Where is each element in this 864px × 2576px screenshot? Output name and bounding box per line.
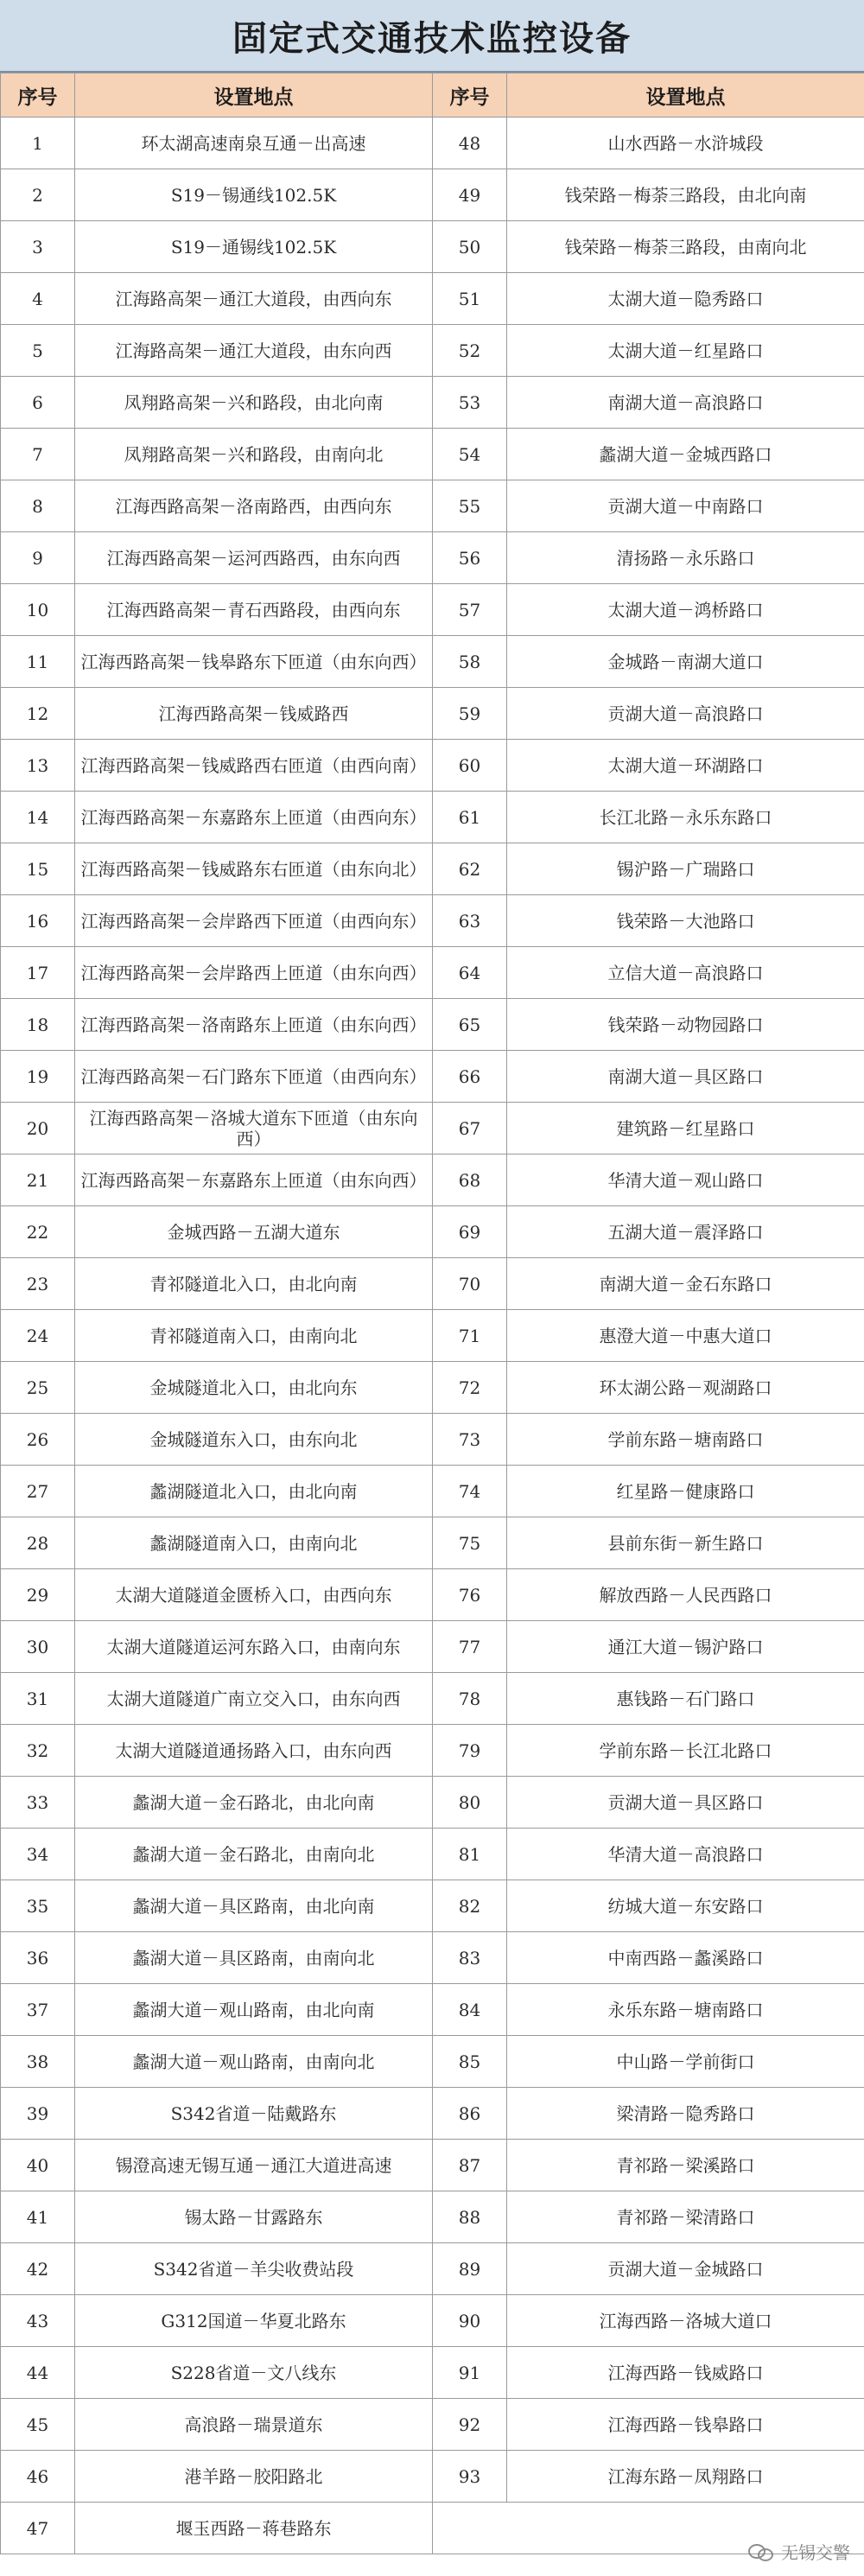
location-cell: 蠡湖大道－观山路南，由南向北 [75,2036,433,2088]
table-row [1,1466,864,1517]
seq-cell: 60 [433,740,507,792]
seq-cell: 24 [1,1310,75,1362]
seq-cell: 67 [433,1103,507,1154]
seq-cell: 91 [433,2347,507,2399]
location-cell: 锡太路－甘露路东 [75,2191,433,2243]
seq-cell: 71 [433,1310,507,1362]
seq-cell: 8 [1,480,75,532]
seq-cell: 27 [1,1466,75,1517]
seq-cell: 43 [1,2295,75,2347]
table-row [1,740,864,792]
table-row [1,480,864,532]
location-cell: 蠡湖隧道南入口，由南向北 [75,1517,433,1569]
location-cell: 通江大道－锡沪路口 [507,1621,864,1673]
location-cell: 江海西路高架－会岸路西上匝道（由东向西） [75,947,433,999]
seq-cell: 86 [433,2088,507,2140]
table-row [1,584,864,636]
location-cell: 港羊路－胶阳路北 [75,2451,433,2503]
seq-cell: 7 [1,429,75,480]
location-cell: G312国道－华夏北路东 [75,2295,433,2347]
seq-cell: 90 [433,2295,507,2347]
table-row [1,1673,864,1725]
location-cell: 惠澄大道－中惠大道口 [507,1310,864,1362]
table-row [1,2295,864,2347]
seq-cell: 50 [433,221,507,273]
seq-cell: 88 [433,2191,507,2243]
table-row [1,2503,864,2554]
seq-cell: 63 [433,895,507,947]
seq-cell: 21 [1,1154,75,1206]
location-cell: 江海西路高架－石门路东下匝道（由西向东） [75,1051,433,1103]
location-cell: 江海西路高架－会岸路西下匝道（由西向东） [75,895,433,947]
seq-cell: 57 [433,584,507,636]
location-cell: 贡湖大道－具区路口 [507,1777,864,1829]
seq-cell: 15 [1,843,75,895]
seq-cell: 30 [1,1621,75,1673]
location-cell: 南湖大道－具区路口 [507,1051,864,1103]
location-cell: 南湖大道－金石东路口 [507,1258,864,1310]
location-cell: 纺城大道－东安路口 [507,1880,864,1932]
seq-cell: 58 [433,636,507,688]
seq-cell: 26 [1,1414,75,1466]
location-cell: S19－锡通线102.5K [75,169,433,221]
table-row [1,1517,864,1569]
location-cell: 立信大道－高浪路口 [507,947,864,999]
table-row [1,843,864,895]
table-row [1,2399,864,2451]
seq-cell: 73 [433,1414,507,1466]
location-cell: 太湖大道隧道金匮桥入口，由西向东 [75,1569,433,1621]
location-cell: 学前东路－长江北路口 [507,1725,864,1777]
location-cell: 学前东路－塘南路口 [507,1414,864,1466]
seq-cell: 56 [433,532,507,584]
table-row [1,273,864,325]
location-cell: 江海西路高架－青石西路段，由西向东 [75,584,433,636]
location-cell: 太湖大道隧道通扬路入口，由东向西 [75,1725,433,1777]
table-row [1,1310,864,1362]
location-cell: 江海路高架－通江大道段，由西向东 [75,273,433,325]
seq-cell: 74 [433,1466,507,1517]
location-cell: S342省道－陆戴路东 [75,2088,433,2140]
table-row [1,688,864,740]
location-cell: 青祁隧道南入口，由南向北 [75,1310,433,1362]
table-row [1,947,864,999]
location-cell: 惠钱路－石门路口 [507,1673,864,1725]
seq-cell: 76 [433,1569,507,1621]
location-cell: 江海路高架－通江大道段，由东向西 [75,325,433,377]
seq-cell: 29 [1,1569,75,1621]
seq-cell: 52 [433,325,507,377]
seq-cell: 42 [1,2243,75,2295]
seq-cell: 1 [1,118,75,169]
location-cell: 环太湖高速南泉互通－出高速 [75,118,433,169]
seq-cell: 14 [1,792,75,843]
location-cell: 华清大道－观山路口 [507,1154,864,1206]
seq-cell: 80 [433,1777,507,1829]
location-cell: 青祁路－梁清路口 [507,2191,864,2243]
location-cell: 青祁隧道北入口，由北向南 [75,1258,433,1310]
seq-cell: 11 [1,636,75,688]
seq-cell: 32 [1,1725,75,1777]
seq-cell: 33 [1,1777,75,1829]
location-cell: 金城路－南湖大道口 [507,636,864,688]
seq-cell: 17 [1,947,75,999]
location-cell: 环太湖公路－观湖路口 [507,1362,864,1414]
watermark-text: 无锡交警 [781,2542,850,2563]
table-row [1,325,864,377]
table-row [1,221,864,273]
seq-cell: 10 [1,584,75,636]
seq-cell: 75 [433,1517,507,1569]
table-row [1,377,864,429]
location-cell: 中南西路－蠡溪路口 [507,1932,864,1984]
table-row [1,2191,864,2243]
table-row [1,895,864,947]
table-row [1,1103,864,1154]
table-body [1,118,864,2554]
table-row [1,1932,864,1984]
location-cell: 堰玉西路－蒋巷路东 [75,2503,433,2554]
seq-cell: 53 [433,377,507,429]
location-cell: 江海西路高架－洛南路西，由西向东 [75,480,433,532]
seq-cell: 13 [1,740,75,792]
seq-cell: 47 [1,2503,75,2554]
seq-cell: 28 [1,1517,75,1569]
header-location-right: 设置地点 [507,73,864,118]
location-cell: 解放西路－人民西路口 [507,1569,864,1621]
seq-cell: 45 [1,2399,75,2451]
seq-cell: 48 [433,118,507,169]
seq-cell: 72 [433,1362,507,1414]
table-row [1,999,864,1051]
seq-cell: 69 [433,1206,507,1258]
table-row [1,429,864,480]
seq-cell: 85 [433,2036,507,2088]
location-cell: 长江北路－永乐东路口 [507,792,864,843]
seq-cell: 54 [433,429,507,480]
location-cell: S19－通锡线102.5K [75,221,433,273]
location-cell: 钱荣路－梅荼三路段，由北向南 [507,169,864,221]
header-seq-left: 序号 [1,73,75,118]
location-cell: 蠡湖大道－金石路北，由南向北 [75,1829,433,1880]
seq-cell: 49 [433,169,507,221]
seq-cell: 51 [433,273,507,325]
seq-cell: 34 [1,1829,75,1880]
location-cell: 太湖大道－隐秀路口 [507,273,864,325]
seq-cell: 81 [433,1829,507,1880]
location-cell: 贡湖大道－中南路口 [507,480,864,532]
table-row [1,1154,864,1206]
table-row [1,2347,864,2399]
seq-cell: 61 [433,792,507,843]
table-row [1,1414,864,1466]
location-cell: 太湖大道隧道广南立交入口，由东向西 [75,1673,433,1725]
location-cell: 太湖大道隧道运河东路入口，由南向东 [75,1621,433,1673]
location-cell: 江海西路高架－洛城大道东下匝道（由东向西） [75,1103,433,1154]
seq-cell: 68 [433,1154,507,1206]
location-cell: 金城隧道东入口，由东向北 [75,1414,433,1466]
table-row [1,1725,864,1777]
seq-cell: 41 [1,2191,75,2243]
seq-cell: 3 [1,221,75,273]
seq-cell: 62 [433,843,507,895]
seq-cell: 6 [1,377,75,429]
location-cell: 江海西路高架－钱威路西 [75,688,433,740]
seq-cell: 25 [1,1362,75,1414]
location-cell: 贡湖大道－高浪路口 [507,688,864,740]
seq-cell: 64 [433,947,507,999]
location-cell: 高浪路－瑞景道东 [75,2399,433,2451]
location-cell: 红星路－健康路口 [507,1466,864,1517]
page-title: 固定式交通技术监控设备 [0,0,864,73]
table-row [1,2036,864,2088]
location-cell: S228省道－文八线东 [75,2347,433,2399]
location-cell: 蠡湖大道－观山路南，由北向南 [75,1984,433,2036]
header-location-left: 设置地点 [75,73,433,118]
location-cell: 江海西路－钱威路口 [507,2347,864,2399]
table-row [1,2451,864,2503]
seq-cell: 20 [1,1103,75,1154]
location-cell: 金城西路－五湖大道东 [75,1206,433,1258]
seq-cell: 46 [1,2451,75,2503]
location-cell: 凤翔路高架－兴和路段，由南向北 [75,429,433,480]
table-row [1,2088,864,2140]
seq-cell: 44 [1,2347,75,2399]
table-row [1,169,864,221]
location-cell: 江海西路高架－运河西路西，由东向西 [75,532,433,584]
location-cell: 蠡湖大道－金城西路口 [507,429,864,480]
location-cell: 江海西路－钱皋路口 [507,2399,864,2451]
seq-cell: 77 [433,1621,507,1673]
location-cell: 江海东路－凤翔路口 [507,2451,864,2503]
seq-cell: 70 [433,1258,507,1310]
table-row [1,1777,864,1829]
seq-cell: 92 [433,2399,507,2451]
seq-cell: 5 [1,325,75,377]
seq-cell: 40 [1,2140,75,2191]
location-cell: 蠡湖大道－金石路北，由北向南 [75,1777,433,1829]
location-cell: 江海西路－洛城大道口 [507,2295,864,2347]
table-row [1,1880,864,1932]
seq-cell: 38 [1,2036,75,2088]
header-seq-right: 序号 [433,73,507,118]
location-cell: 梁清路－隐秀路口 [507,2088,864,2140]
seq-cell: 31 [1,1673,75,1725]
location-cell: 太湖大道－环湖路口 [507,740,864,792]
location-cell: 贡湖大道－金城路口 [507,2243,864,2295]
location-cell: 江海西路高架－洛南路东上匝道（由东向西） [75,999,433,1051]
table-row [1,792,864,843]
seq-cell: 66 [433,1051,507,1103]
location-cell: 江海西路高架－钱威路西右匝道（由西向南） [75,740,433,792]
table-header-row [1,73,864,118]
seq-cell: 82 [433,1880,507,1932]
table-row [1,1206,864,1258]
seq-cell: 65 [433,999,507,1051]
location-cell: 五湖大道－震泽路口 [507,1206,864,1258]
seq-cell: 22 [1,1206,75,1258]
seq-cell: 23 [1,1258,75,1310]
seq-cell: 59 [433,688,507,740]
watermark [748,2539,850,2564]
wechat-icon [748,2542,774,2561]
location-cell: 永乐东路－塘南路口 [507,1984,864,2036]
device-table [0,73,864,2554]
location-cell: 县前东街－新生路口 [507,1517,864,1569]
location-cell: 钱荣路－动物园路口 [507,999,864,1051]
seq-cell: 19 [1,1051,75,1103]
location-cell: 蠡湖大道－具区路南，由南向北 [75,1932,433,1984]
seq-cell: 79 [433,1725,507,1777]
seq-cell: 35 [1,1880,75,1932]
table-row [1,1569,864,1621]
location-cell: 蠡湖隧道北入口，由北向南 [75,1466,433,1517]
seq-cell: 9 [1,532,75,584]
location-cell: 建筑路－红星路口 [507,1103,864,1154]
location-cell: 太湖大道－鸿桥路口 [507,584,864,636]
seq-cell: 18 [1,999,75,1051]
location-cell: 华清大道－高浪路口 [507,1829,864,1880]
location-cell: 钱荣路－大池路口 [507,895,864,947]
location-cell: 山水西路－水浒城段 [507,118,864,169]
location-cell: 青祁路－梁溪路口 [507,2140,864,2191]
location-cell: 锡沪路－广瑞路口 [507,843,864,895]
location-cell: 蠡湖大道－具区路南，由北向南 [75,1880,433,1932]
location-cell: 江海西路高架－东嘉路东上匝道（由西向东） [75,792,433,843]
seq-cell: 12 [1,688,75,740]
seq-cell: 93 [433,2451,507,2503]
location-cell: 钱荣路－梅荼三路段，由南向北 [507,221,864,273]
seq-cell: 87 [433,2140,507,2191]
location-cell: S342省道－羊尖收费站段 [75,2243,433,2295]
location-cell: 清扬路－永乐路口 [507,532,864,584]
location-cell: 金城隧道北入口，由北向东 [75,1362,433,1414]
seq-cell: 84 [433,1984,507,2036]
table-row [1,1051,864,1103]
seq-cell: 89 [433,2243,507,2295]
seq-cell: 4 [1,273,75,325]
table-row [1,636,864,688]
table-row [1,2243,864,2295]
seq-cell: 83 [433,1932,507,1984]
seq-cell: 39 [1,2088,75,2140]
location-cell: 锡澄高速无锡互通－通江大道进高速 [75,2140,433,2191]
seq-cell: 78 [433,1673,507,1725]
location-cell: 凤翔路高架－兴和路段，由北向南 [75,377,433,429]
table-row [1,1362,864,1414]
table-row [1,532,864,584]
seq-cell: 2 [1,169,75,221]
location-cell: 太湖大道－红星路口 [507,325,864,377]
location-cell: 江海西路高架－东嘉路东上匝道（由东向西） [75,1154,433,1206]
location-cell: 江海西路高架－钱皋路东下匝道（由东向西） [75,636,433,688]
table-row [1,118,864,169]
seq-cell: 36 [1,1932,75,1984]
table-row [1,1621,864,1673]
seq-cell: 55 [433,480,507,532]
table-row [1,1258,864,1310]
table-row [1,2140,864,2191]
table-row [1,1829,864,1880]
seq-cell: 16 [1,895,75,947]
location-cell: 南湖大道－高浪路口 [507,377,864,429]
table-row [1,1984,864,2036]
location-cell: 江海西路高架－钱威路东右匝道（由东向北） [75,843,433,895]
location-cell: 中山路－学前街口 [507,2036,864,2088]
seq-cell: 37 [1,1984,75,2036]
